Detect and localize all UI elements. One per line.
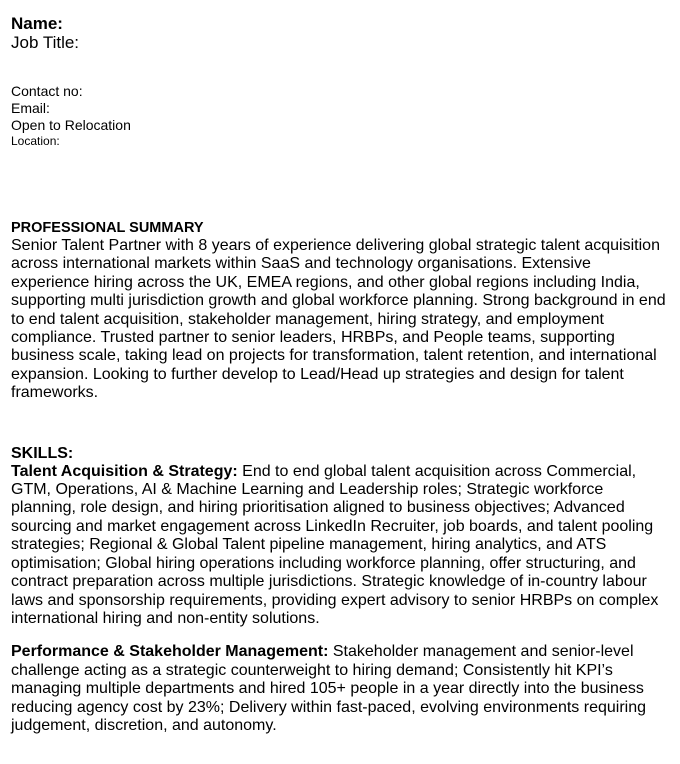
resume-document <box>11 14 671 735</box>
relocation-label: Open to Relocation <box>11 117 131 133</box>
contact-no-label: Contact no: <box>11 83 83 99</box>
skill-item-stakeholder-management <box>11 643 671 735</box>
location-label: Location: <box>11 134 60 148</box>
skill-item-title: Talent Acquisition & Strategy: <box>11 462 238 480</box>
contact-block <box>11 83 671 149</box>
skills-heading: SKILLS: <box>11 444 74 462</box>
skill-item-talent-acquisition <box>11 463 671 629</box>
email-label: Email: <box>11 100 50 116</box>
summary-heading: PROFESSIONAL SUMMARY <box>11 220 204 236</box>
name-label: Name: <box>11 14 63 33</box>
skill-item-text: End to end global talent acquisition across Commercial, GTM, Operations, AI & Machine Learning and Leadership roles; Strategic workforce planning, role design, and hiring prioritisation aligned to business objectives; Advanced sourcing and market engagement across LinkedIn Recruiter, job boards, and talent pooling strategies; Regional & Global Talent pipeline management, hiring analytics, and ATS optimisation; Global hiring operations including workforce planning, offer structuring, and contract preparation across multiple jurisdictions. Strategic knowledge of in-country labour laws and sponsorship requirements, providing expert advisory to senior HRBPs on complex international hiring and non-entity solutions. <box>11 462 659 627</box>
job-title-label: Job Title: <box>11 33 80 52</box>
skill-item-title: Performance & Stakeholder Management: <box>11 643 329 661</box>
skill-item-text: Stakeholder management and senior-level challenge acting as a strategic counterweight to hiring demand; Consistently hit KPI’s managing multiple departments and hired 105+ people in a year directly into the business reducing agency cost by 23%; Delivery within fast-paced, evolving environments requiring judgement, discretion, and autonomy. <box>11 643 646 734</box>
summary-text: Senior Talent Partner with 8 years of experience delivering global strategic talent acquisition across international markets within SaaS and technology organisations. Extensive experience hiring across the UK, EMEA regions, and other global regions including India, supporting multi jurisdiction growth and global workforce planning. Strong background in end to end talent acquisition, stakeholder management, hiring strategy, and employment compliance. Trusted partner to senior leaders, HRBPs, and People teams, supporting business scale, taking lead on projects for transformation, talent retention, and international expansion. Looking to further develop to Lead/Head up strategies and design for talent frameworks. <box>11 237 666 402</box>
